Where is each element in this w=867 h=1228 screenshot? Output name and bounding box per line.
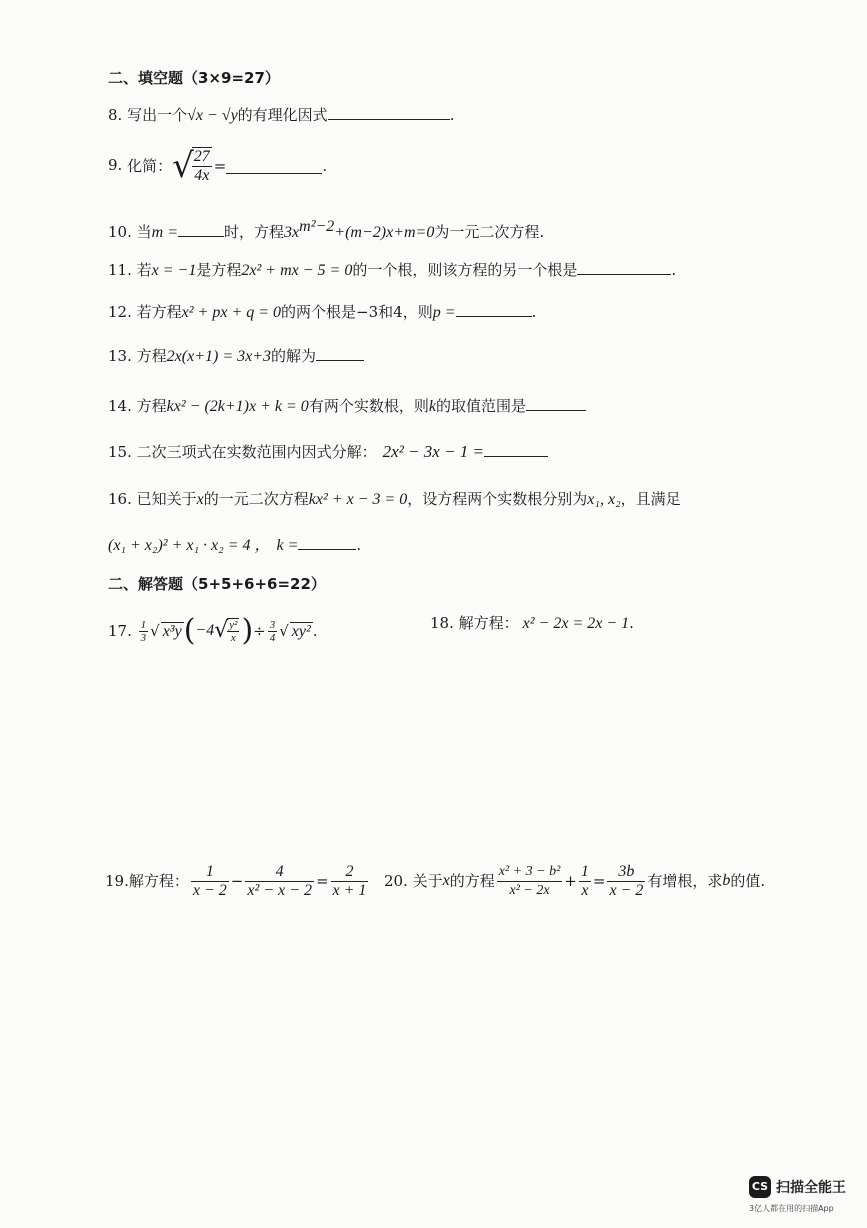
fraction: $\frac{27}{4x}$ — [193, 148, 210, 184]
question-11: 11. 若x = −1是方程2x² + mx − 5 = 0的一个根，则该方程的另一个根是 . — [108, 261, 677, 279]
question-17: 17. $\frac{1}{3}$ √ x³y(−4√ $\frac{\text{y²}}{x}$ )÷ $\frac{3}{4}$ √ xy² . — [108, 613, 318, 648]
logo-name: 扫描全能王 — [776, 1180, 846, 1196]
camscanner-logo — [749, 1176, 849, 1220]
section-solve-heading: 二、解答题（5+5+6+6=22） — [108, 575, 326, 593]
question-13: 13. 方程2x(x+1) = 3x+3的解为 — [108, 346, 364, 367]
answer-blank[interactable] — [526, 396, 586, 411]
fraction: $\frac{1}{x - 2}$ — [192, 862, 227, 899]
answer-blank[interactable] — [298, 535, 356, 550]
fraction: $\frac{3b}{x - 2}$ — [609, 862, 644, 899]
question-12: 12. 若方程x² + px + q = 0的两个根是−3和4，则p = . — [108, 303, 537, 321]
answer-blank[interactable] — [577, 260, 671, 275]
question-9: 9. 化简：√ $\frac{27}{4x}$ = . — [108, 146, 328, 186]
section-fill-heading: 二、填空题（3×9=27） — [108, 69, 280, 87]
fraction: $\frac{1}{x}$ — [580, 862, 589, 899]
logo-tagline: 3亿人都在用的扫描App — [749, 1204, 834, 1213]
answer-blank[interactable] — [316, 346, 364, 361]
question-10: 10. 当m = 时，方程$3x^{m^2-2}+(m-2)x+m=0$为一元二次方程. — [108, 218, 545, 241]
question-14: 14. 方程kx² − (2k+1)x + k = 0有两个实数根，则k的取值范围是 — [108, 396, 586, 417]
question-16-condition: (x₁ + x₂)² + x₁ · x₂ = 4 ， k = . — [108, 536, 362, 554]
question-16: 16. 已知关于x的一元二次方程kx² + x − 3 = 0，设方程两个实数根分别为x₁, x₂，且满足 — [108, 490, 681, 508]
answer-blank[interactable] — [226, 159, 322, 174]
fraction: $\frac{4}{\text{x² − x − 2}}$ — [247, 862, 312, 899]
fraction: $\frac{\text{x² + 3 − b²}}{\text{x² − 2x}}$ — [498, 863, 561, 898]
question-18: 18. 解方程： x² − 2x = 2x − 1. — [430, 614, 634, 632]
answer-blank[interactable] — [484, 442, 548, 457]
question-19: 19.解方程： $\frac{1}{x - 2}$ − $\frac{4}{\text{x² − x − 2}}$ = $\frac{2}{x + 1}$ — [105, 862, 367, 899]
cs-badge-icon: CS — [749, 1176, 771, 1198]
question-20: 20. 关于x的方程 $\frac{\text{x² + 3 − b²}}{\text{x² − 2x}}$ + $\frac{1}{x}$ = $\frac{3b}{x - 2}$ 有增根，求b的值. — [384, 862, 766, 899]
question-8: 8. 写出一个√x − √y的有理化因式 . — [108, 106, 455, 124]
answer-blank[interactable] — [328, 105, 450, 120]
answer-blank[interactable] — [456, 302, 532, 317]
fraction: $\frac{2}{x + 1}$ — [332, 862, 367, 899]
answer-blank[interactable] — [178, 222, 224, 237]
question-15: 15. 二次三项式在实数范围内因式分解： 2x² − 3x − 1 = — [108, 442, 548, 462]
